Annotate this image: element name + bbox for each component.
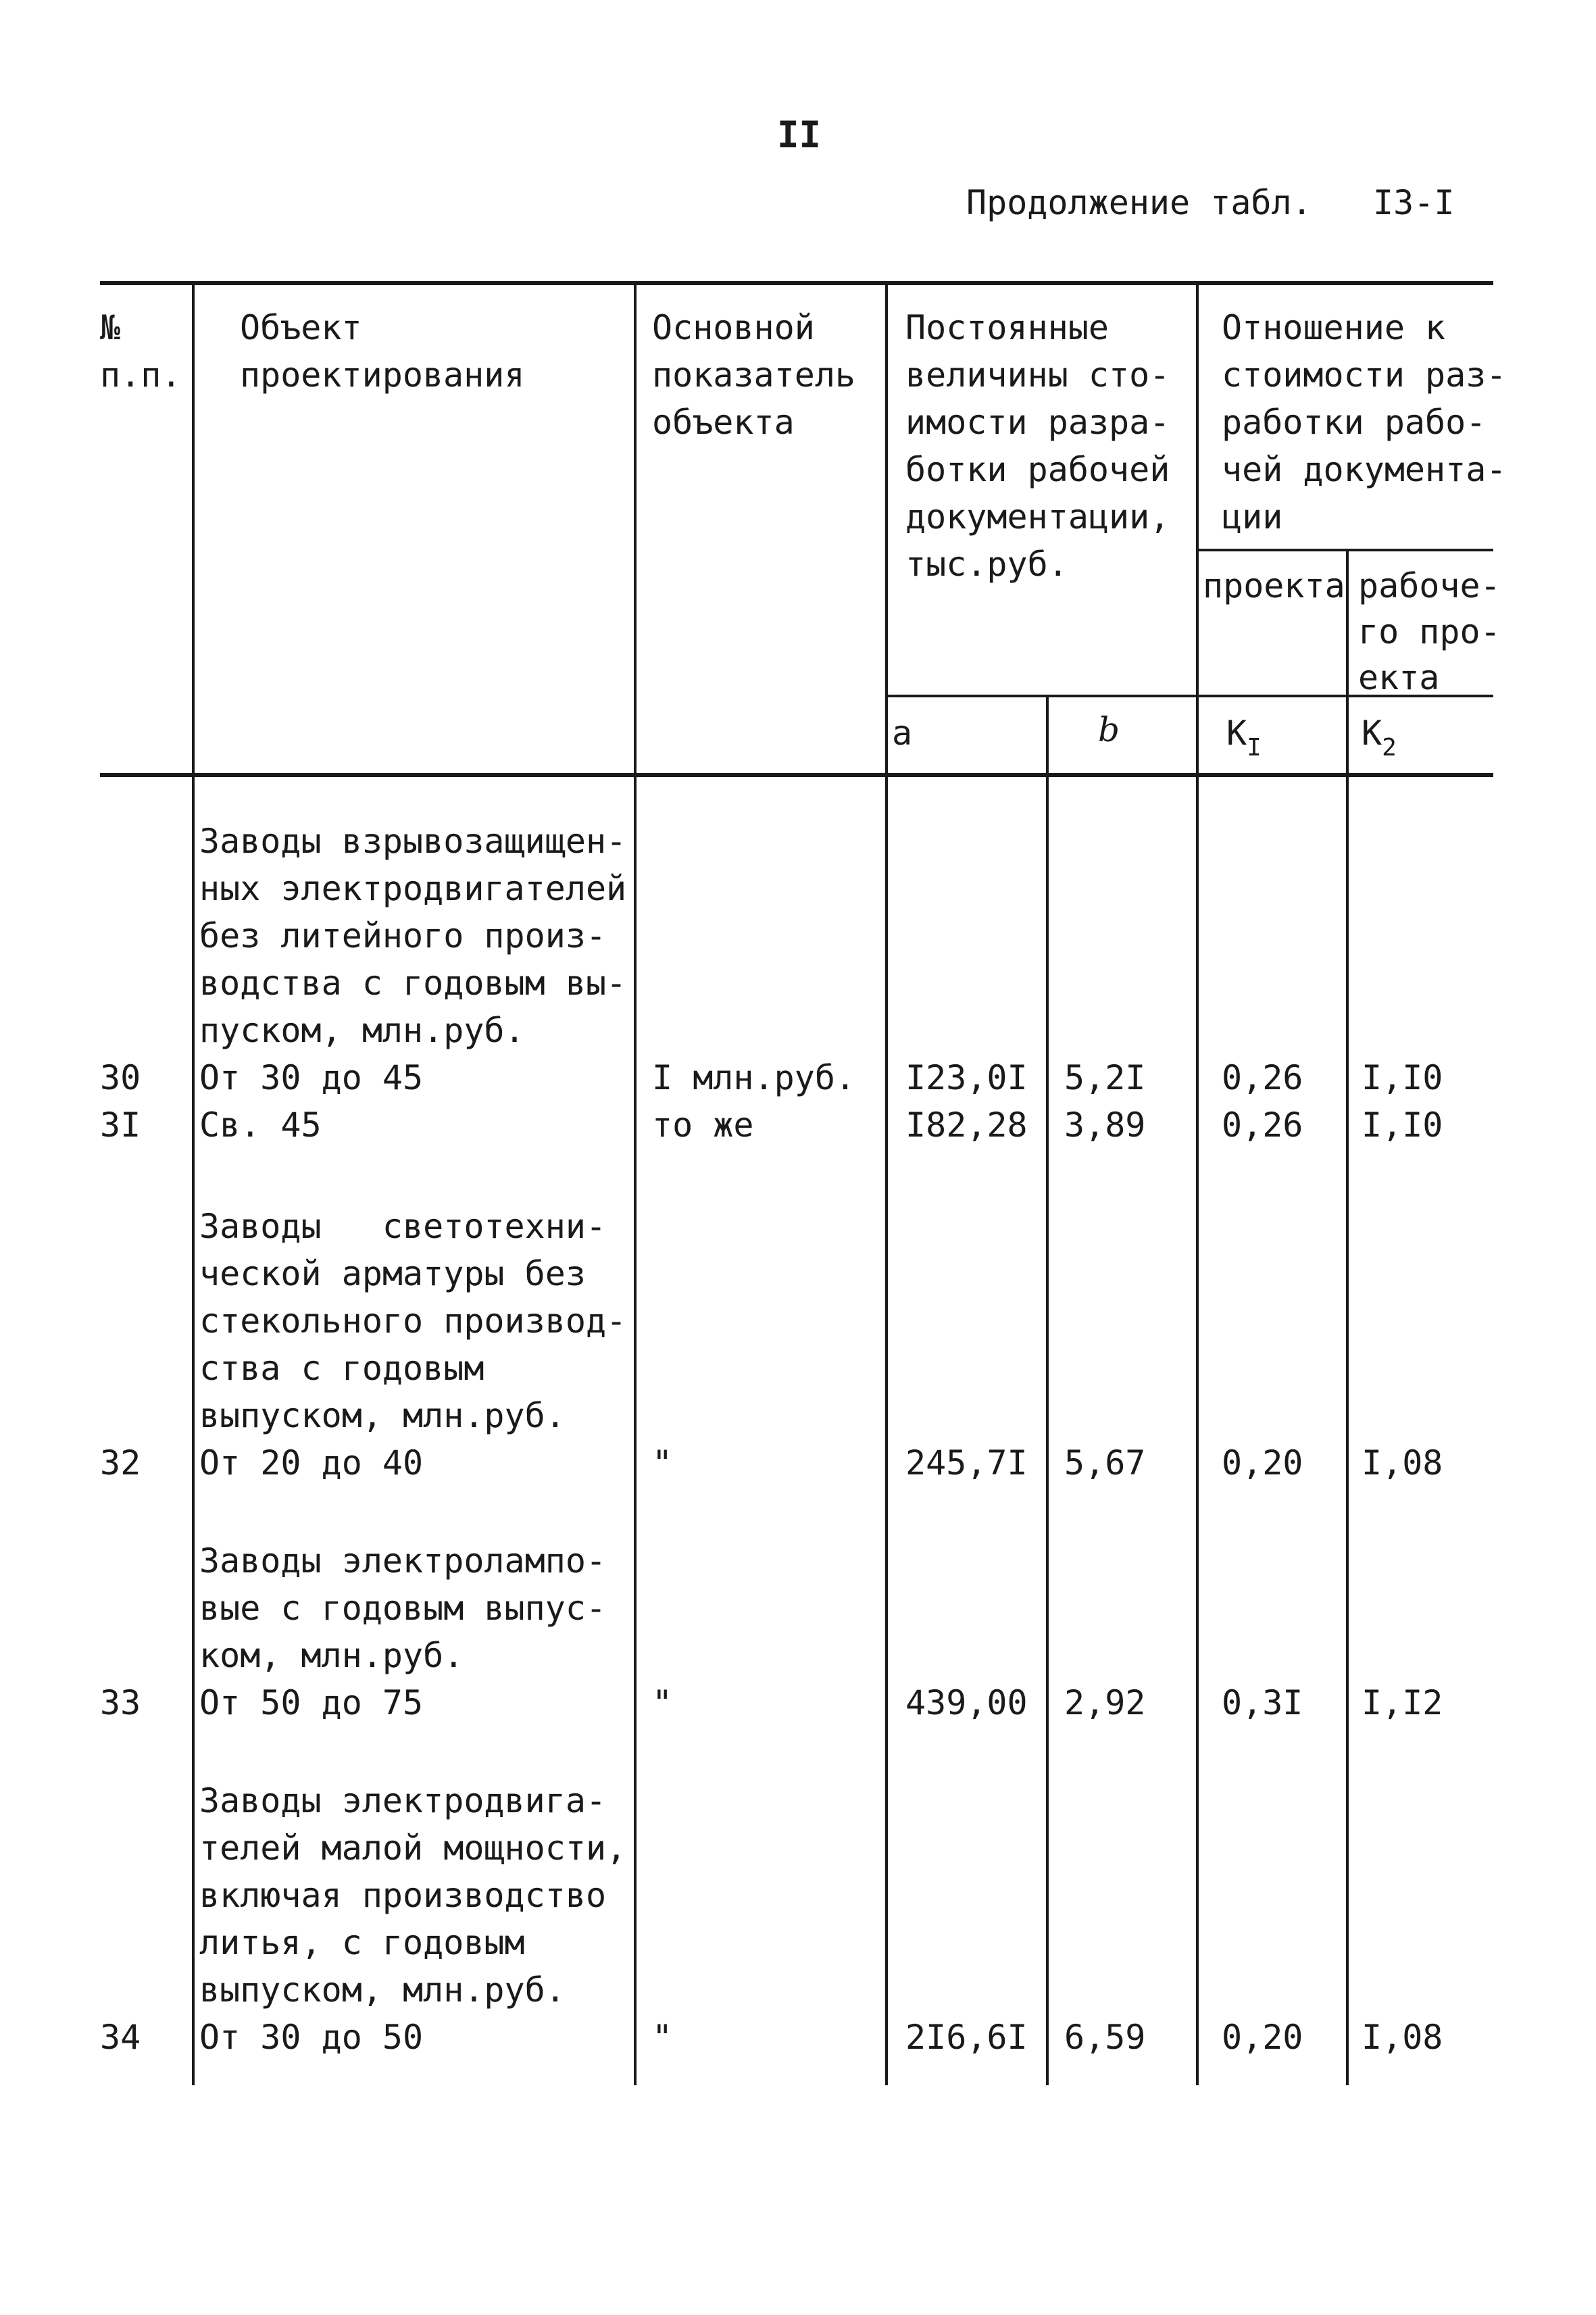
col-rule-4 <box>1046 696 1049 2085</box>
header-a: а <box>892 714 913 753</box>
row-k1: 0,26 <box>1222 1058 1303 1097</box>
group-2-desc-line-2: ческой арматуры без <box>199 1254 586 1293</box>
group-3-desc-line-3: ком, млн.руб. <box>199 1636 464 1675</box>
header-indicator-line-3: объекта <box>652 403 795 442</box>
row-object: От 30 до 45 <box>199 1058 424 1097</box>
header-k1 <box>1226 710 1262 761</box>
row-a: I82,28 <box>905 1105 1028 1145</box>
col-rule-5 <box>1196 281 1199 2085</box>
row-b: 2,92 <box>1064 1683 1146 1722</box>
col-rule-3 <box>885 281 888 2085</box>
header-ratio-line-4: чей документа- <box>1222 450 1507 489</box>
ratio-subheader-rule <box>1196 549 1493 551</box>
row-num: 34 <box>100 2018 141 2057</box>
header-indicator-line-1: Основной <box>652 308 815 347</box>
group-4-desc-line-1: Заводы электродвига- <box>199 1781 607 1820</box>
row-indicator: " <box>652 2018 673 2057</box>
group-1-desc-line-3: без литейного произ- <box>199 916 607 955</box>
row-k1: 0,3I <box>1222 1683 1303 1722</box>
row-num: 33 <box>100 1683 141 1722</box>
row-indicator: " <box>652 1683 673 1722</box>
header-constants-line-5: документации, <box>905 497 1170 537</box>
group-4-desc-line-4: литья, с годовым <box>199 1923 525 1962</box>
header-k2-main: К <box>1362 714 1382 753</box>
row-b: 6,59 <box>1064 2018 1146 2057</box>
group-1-desc-line-4: водства с годовым вы- <box>199 964 627 1003</box>
table-top-rule <box>100 281 1493 285</box>
row-object: От 50 до 75 <box>199 1683 424 1722</box>
row-b: 5,2I <box>1064 1058 1146 1097</box>
row-k2: I,08 <box>1362 1443 1443 1483</box>
group-2-desc-line-1: Заводы светотехни- <box>199 1207 607 1246</box>
row-k1: 0,20 <box>1222 2018 1303 2057</box>
row-indicator: то же <box>652 1105 754 1145</box>
row-b: 3,89 <box>1064 1105 1146 1145</box>
table-continuation-caption: Продолжение табл. I3-I <box>966 183 1455 222</box>
group-3-desc-line-2: вые с годовым выпус- <box>199 1589 607 1628</box>
row-object: Св. 45 <box>199 1105 322 1145</box>
row-num: 30 <box>100 1058 141 1097</box>
group-1-desc-line-2: ных электродвигателей <box>199 869 627 908</box>
group-2-desc-line-5: выпуском, млн.руб. <box>199 1396 566 1435</box>
group-4-desc-line-5: выпуском, млн.руб. <box>199 1970 566 2010</box>
header-k2-sub: 2 <box>1382 734 1397 762</box>
row-object: От 30 до 50 <box>199 2018 424 2057</box>
col-rule-2 <box>634 281 637 2085</box>
group-1-desc-line-5: пуском, млн.руб. <box>199 1011 525 1050</box>
header-constants-line-4: ботки рабочей <box>905 450 1170 489</box>
row-k1: 0,26 <box>1222 1105 1303 1145</box>
header-indicator-line-2: показатель <box>652 355 856 395</box>
header-constants-line-1: Постоянные <box>905 308 1109 347</box>
row-k2: I,I0 <box>1362 1058 1443 1097</box>
header-constants-line-2: величины сто- <box>905 355 1170 395</box>
header-project: проекта <box>1203 566 1345 605</box>
group-4-desc-line-3: включая производство <box>199 1876 607 1915</box>
group-1-desc-line-1: Заводы взрывозащищен- <box>199 822 627 861</box>
header-constants-line-6: тыс.руб. <box>905 545 1068 584</box>
row-num: 32 <box>100 1443 141 1483</box>
header-ratio-line-2: стоимости раз- <box>1222 355 1507 395</box>
row-a: 245,7I <box>905 1443 1028 1483</box>
header-ratio-line-5: ции <box>1222 497 1283 537</box>
group-3-desc-line-1: Заводы электролампо- <box>199 1541 607 1580</box>
row-a: 439,00 <box>905 1683 1028 1722</box>
row-object: От 20 до 40 <box>199 1443 424 1483</box>
row-a: I23,0I <box>905 1058 1028 1097</box>
header-working-project-line-3: екта <box>1358 658 1440 697</box>
col-rule-1 <box>192 281 195 2085</box>
header-k1-sub: I <box>1247 734 1262 762</box>
header-k1-main: К <box>1226 714 1247 753</box>
row-k2: I,08 <box>1362 2018 1443 2057</box>
row-a: 2I6,6I <box>905 2018 1028 2057</box>
page-number: II <box>777 114 822 156</box>
header-ratio-line-1: Отношение к <box>1222 308 1446 347</box>
header-working-project-line-1: рабоче- <box>1358 566 1501 605</box>
row-k2: I,I2 <box>1362 1683 1443 1722</box>
header-object-line-1: Объект <box>240 308 362 347</box>
header-object-line-2: проектирования <box>240 355 525 395</box>
col-rule-6 <box>1346 550 1349 2085</box>
group-4-desc-line-2: телей малой мощности, <box>199 1828 627 1868</box>
group-2-desc-line-3: стекольного производ- <box>199 1301 627 1341</box>
row-b: 5,67 <box>1064 1443 1146 1483</box>
header-b: b <box>1098 710 1120 749</box>
row-indicator: " <box>652 1443 673 1483</box>
header-num-line-2: п.п. <box>100 355 182 395</box>
header-working-project-line-2: го про- <box>1358 612 1501 651</box>
row-num: 3I <box>100 1105 141 1145</box>
header-constants-line-3: имости разра- <box>905 403 1170 442</box>
header-bottom-rule <box>100 773 1493 777</box>
row-k1: 0,20 <box>1222 1443 1303 1483</box>
header-ratio-line-3: работки рабо- <box>1222 403 1487 442</box>
header-num-line-1: № <box>100 308 121 347</box>
group-2-desc-line-4: ства с годовым <box>199 1349 484 1388</box>
row-indicator: I млн.руб. <box>652 1058 856 1097</box>
row-k2: I,I0 <box>1362 1105 1443 1145</box>
header-k2 <box>1362 710 1397 761</box>
